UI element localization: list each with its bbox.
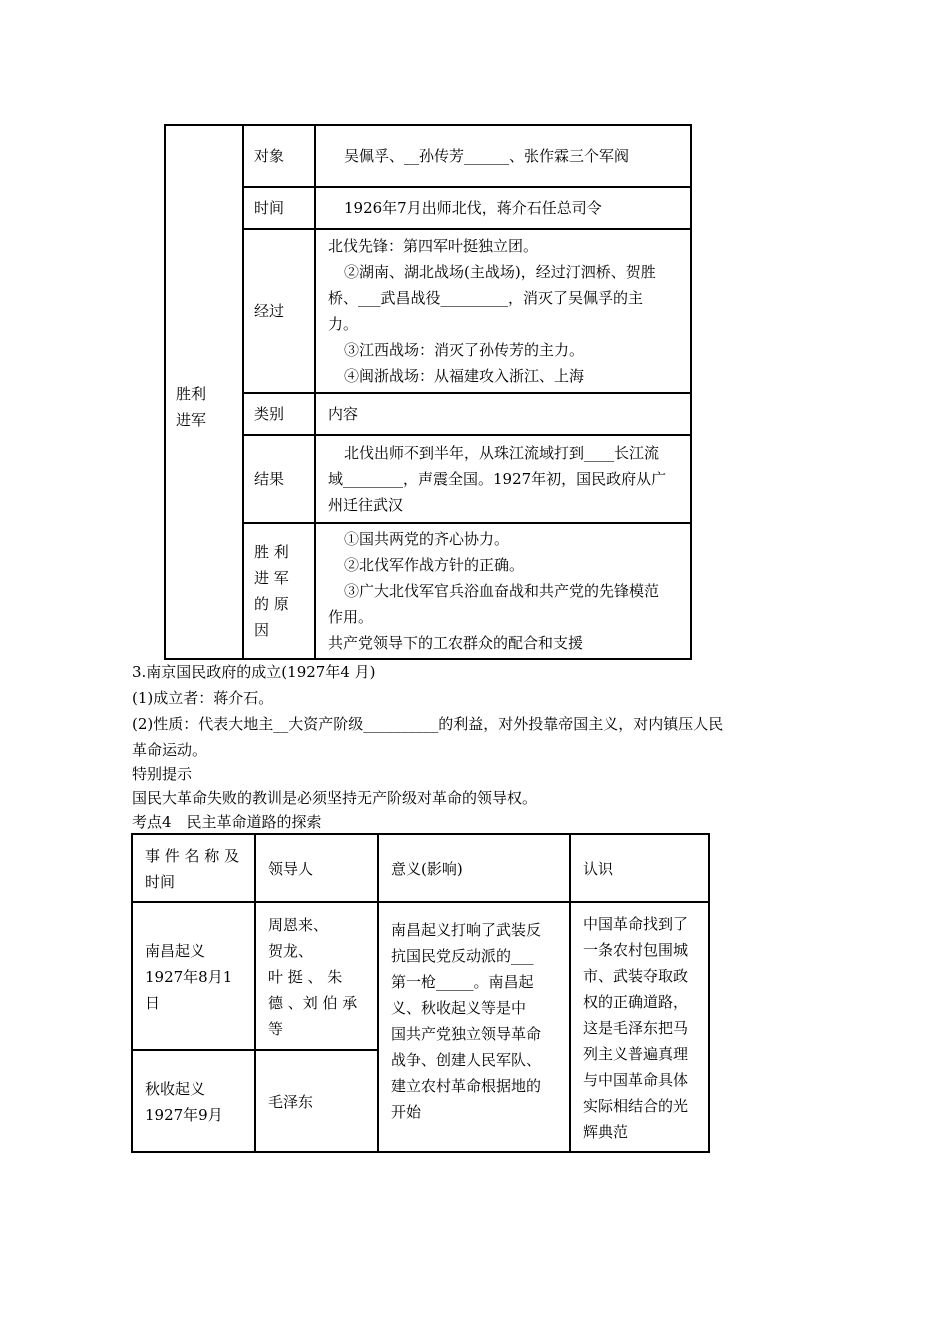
header-event: 事 件 名 称 及 时间 (132, 834, 255, 902)
section-label: 胜利 进军 (176, 385, 207, 429)
revolution-path-table (131, 833, 710, 1153)
nature-line: (2)性质：代表大地主__大资产阶级__________的利益，对外投靠帝国主义，对内镇压人民 (132, 715, 724, 733)
header-leader: 领导人 (255, 834, 378, 902)
row-content-process: 北伐先锋：第四军叶挺独立团。 ②湖南、湖北战场(主战场)，经过汀泗桥、贺胜 桥、___武昌战役_________，消灭了吴佩孚的主 力。 ③江西战场：消灭了孙传芳的主力。 ④闽浙战场：从福建攻入浙江、上海 (315, 229, 691, 393)
header-significance: 意义(影响) (378, 834, 570, 902)
row-label-reasons: 胜 利 进 军 的 原 因 (243, 523, 315, 659)
row-label-time: 时间 (243, 187, 315, 229)
row-content-time: 1926年7月出师北伐，蒋介石任总司令 (315, 187, 691, 229)
row-content-category: 内容 (315, 393, 691, 435)
nature-line-cont: 革命运动。 (132, 741, 208, 759)
northern-expedition-table (164, 124, 692, 660)
heading-nanjing-government: 3.南京国民政府的成立(1927年4 月) (132, 663, 376, 681)
section-label-cell (165, 125, 243, 659)
topic-heading: 考点4 民主革命道路的探索 (132, 813, 322, 831)
special-tip-text: 国民大革命失败的教训是必须坚持无产阶级对革命的领导权。 (132, 789, 538, 807)
row-label-process: 经过 (243, 229, 315, 393)
leaders-qiushou: 毛泽东 (255, 1050, 378, 1152)
row-content-reasons: ①国共两党的齐心协力。 ②北伐军作战方针的正确。 ③广大北伐军官兵浴血奋战和共产党的先锋模范 作用。 共产党领导下的工农群众的配合和支援 (315, 523, 691, 659)
header-understanding: 认识 (570, 834, 709, 902)
event-nanchang: 南昌起义 1927年8月1 日 (132, 902, 255, 1050)
leaders-nanchang: 周恩来、 贺龙、 叶 挺 、 朱 德 、刘 伯 承 等 (255, 902, 378, 1050)
event-qiushou: 秋收起义 1927年9月 (132, 1050, 255, 1152)
founder-line: (1)成立者：蒋介石。 (132, 689, 274, 707)
row-label-category: 类别 (243, 393, 315, 435)
row-label-result: 结果 (243, 435, 315, 523)
row-content-target: 吴佩孚、__孙传芳______、张作霖三个军阀 (315, 125, 691, 187)
understanding-cell: 中国革命找到了 一条农村包围城 市、武装夺取政 权的正确道路， 这是毛泽东把马 列主义普遍真理 与中国革命具体 实际相结合的光 辉典范 (570, 902, 709, 1152)
significance-cell: 南昌起义打响了武装反 抗国民党反动派的___ 第一枪_____。南昌起 义、秋收起义等是中 国共产党独立领导革命 战争、创建人民军队、 建立农村革命根据地的 开始 (378, 902, 570, 1152)
row-content-result: 北伐出师不到半年，从珠江流域打到____长江流 域________，声震全国。1927年初，国民政府从广 州迁往武汉 (315, 435, 691, 523)
special-tip-heading: 特别提示 (132, 765, 193, 783)
row-label-target: 对象 (243, 125, 315, 187)
